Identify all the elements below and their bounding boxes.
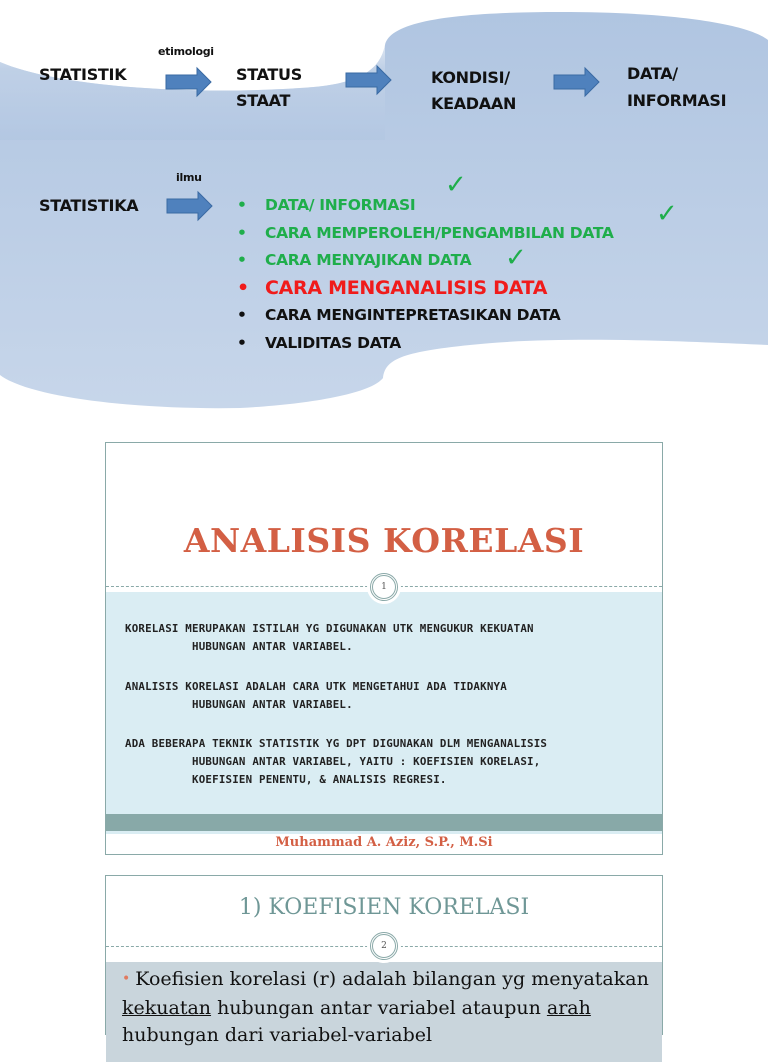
slide-analisis-korelasi [105,442,663,855]
paragraph-line: HUBUNGAN ANTAR VARIABEL, YAITU : KOEFISIEN KORELASI, [192,755,541,768]
underlined-term: kekuatan [122,997,212,1019]
list-item-text: CARA MENYAJIKAN DATA [265,251,472,269]
list-item [233,302,614,330]
arrow-right-icon [165,67,213,97]
arrow-right-icon [166,191,214,221]
step-data-line2: INFORMASI [627,91,727,110]
arrow-right-icon [553,67,601,97]
paragraph-line: ADA BEBERAPA TEKNIK STATISTIK YG DPT DIGUNAKAN DLM MENGANALISIS [125,737,548,750]
step-kondisi-line1: KONDISI/ [431,68,510,87]
underlined-term: arah [546,997,591,1019]
step-status-line2: STAAT [236,91,291,110]
paragraph-2 [125,678,507,714]
bullet-icon: • [122,971,131,987]
text-segment: hubungan antar variabel ataupun [211,997,547,1019]
text-segment: Koefisien korelasi (r) adalah bilangan yg menyatakan [135,968,649,990]
list-item [233,192,614,220]
slide-title: ANALISIS KORELASI [183,521,585,560]
slide-title: 1) KOEFISIEN KORELASI [238,895,530,920]
paragraph-3 [125,735,547,789]
term-statistika: STATISTIKA [39,196,139,215]
list-item-text: CARA MENGANALISIS DATA [265,276,548,299]
list-item [233,330,614,358]
list-item [233,247,614,275]
bullet-icon: • [237,196,247,214]
author-name: Muhammad A. Aziz, S.P., M.Si [275,835,493,850]
step-data-line1: DATA/ [627,64,678,83]
paragraph-line: ANALISIS KORELASI ADALAH CARA UTK MENGETAHUI ADA TIDAKNYA [125,680,507,693]
footer-band [106,814,662,831]
bullet-icon: • [237,251,247,269]
term-statistik: STATISTIK [39,65,127,84]
list-item [233,220,614,248]
slide-koefisien-korelasi [105,875,663,1046]
list-item-text: DATA/ INFORMASI [265,196,416,214]
arrow-label-etimologi: etimologi [158,45,214,58]
checkmark-icon: ✓ [656,199,678,229]
statistics-overview-slide [0,0,768,425]
list-item [233,275,614,303]
statistika-topics-list [233,192,614,357]
bullet-icon: • [237,306,247,324]
paragraph-1 [125,620,534,656]
paragraph-line: HUBUNGAN ANTAR VARIABEL. [192,640,353,653]
checkmark-icon: ✓ [445,170,467,200]
checkmark-icon: ✓ [505,243,527,273]
arrow-right-icon [345,65,393,95]
step-kondisi-line2: KEADAAN [431,94,517,113]
slide-number-badge: 2 [370,932,398,960]
list-item-text: VALIDITAS DATA [265,333,401,352]
list-item-text: CARA MEMPEROLEH/PENGAMBILAN DATA [265,223,614,242]
paragraph-line: KORELASI MERUPAKAN ISTILAH YG DIGUNAKAN UTK MENGUKUR KEKUATAN [125,622,534,635]
list-item-text: CARA MENGINTEPRETASIKAN DATA [265,306,561,324]
bullet-icon: • [237,276,249,299]
step-status-line1: STATUS [236,65,302,84]
arrow-label-ilmu: ilmu [176,171,202,184]
slide-number-badge: 1 [370,573,398,601]
bullet-icon: • [237,333,247,352]
paragraph-line: HUBUNGAN ANTAR VARIABEL. [192,698,353,711]
text-segment: hubungan dari variabel-variabel [122,1024,433,1046]
bullet-paragraph [122,966,652,1049]
footer-band-accent [106,831,662,834]
paragraph-line: KOEFISIEN PENENTU, & ANALISIS REGRESI. [192,773,447,786]
bullet-icon: • [237,223,247,242]
